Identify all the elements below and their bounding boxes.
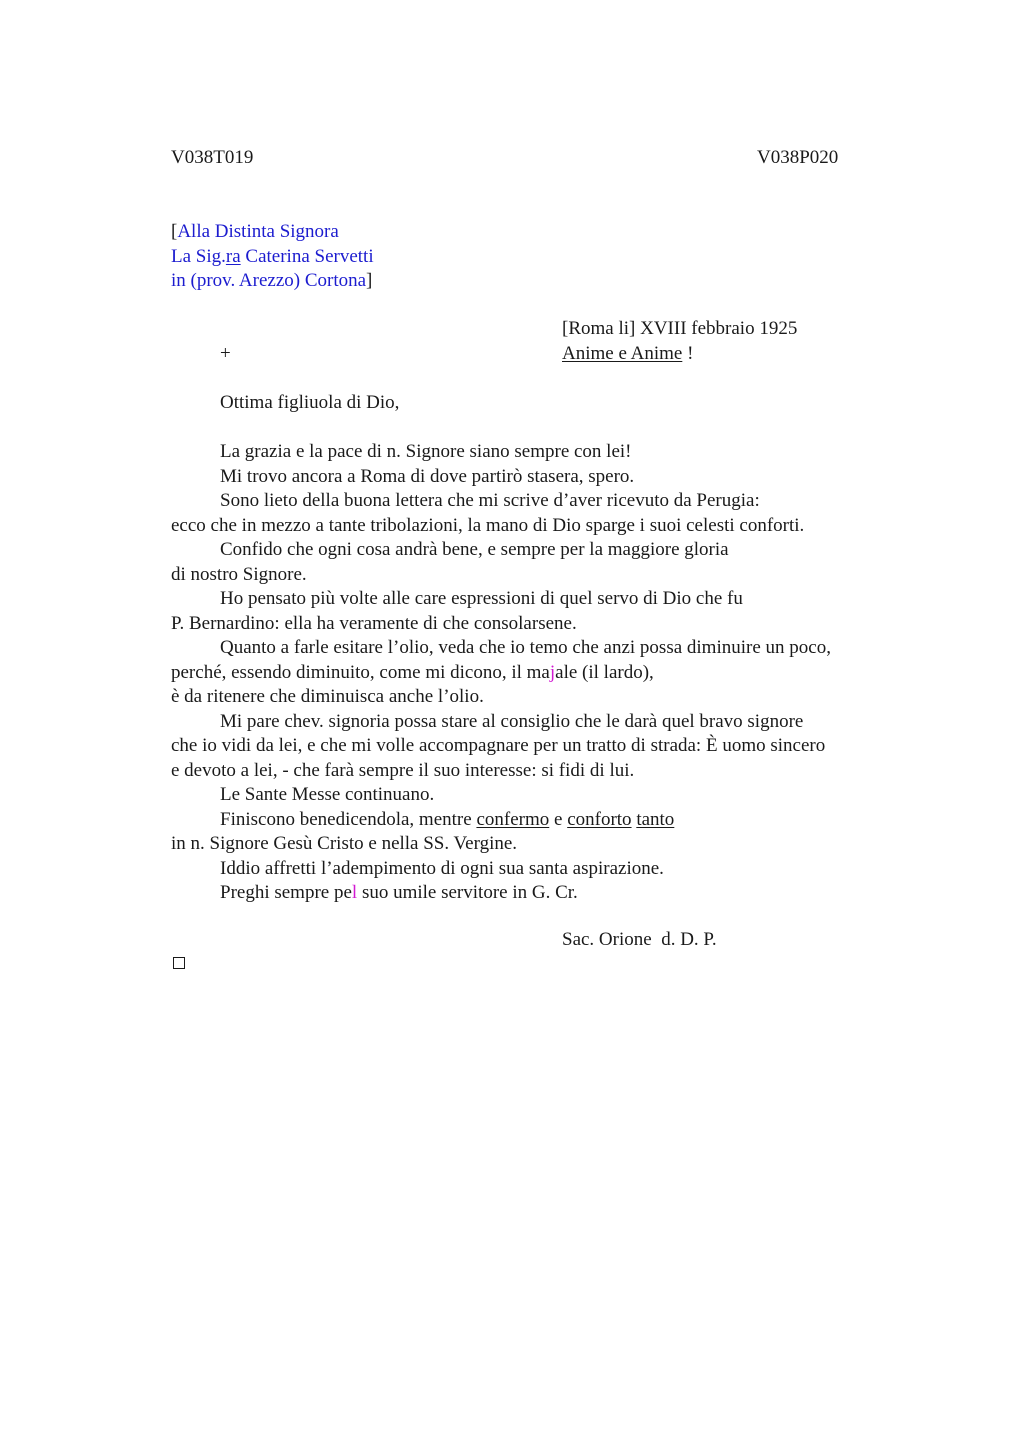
signature: Sac. Orione d. D. P. xyxy=(562,929,717,950)
address-block xyxy=(171,220,374,294)
body-line: Le Sante Messe continuano. xyxy=(220,784,435,805)
body-line: è da ritenere che diminuisca anche l’olio. xyxy=(171,686,484,707)
body-line: Sono lieto della buona lettera che mi scrive d’aver ricevuto da Perugia: xyxy=(220,490,760,511)
body-line: La grazia e la pace di n. Signore siano sempre con lei! xyxy=(220,441,632,462)
body-line: che io vidi da lei, e che mi volle accompagnare per un tratto di strada: È uomo sincero xyxy=(171,735,826,756)
body-line: Finiscono benedicendola, mentre confermo e conforto tanto xyxy=(220,808,675,830)
salutation: Ottima figliuola di Dio, xyxy=(220,392,400,413)
body-line: perché, essendo diminuito, come mi dicono, il majale (il lardo), xyxy=(171,661,654,683)
date-line: [Roma li] XVIII febbraio 1925 xyxy=(562,318,798,339)
document-code-left: V038T019 xyxy=(171,147,254,168)
cross-symbol: + xyxy=(220,343,231,364)
body-line: Quanto a farle esitare l’olio, veda che io temo che anzi possa diminuire un poco, xyxy=(220,637,831,658)
body-line: Iddio affretti l’adempimento di ogni sua santa aspirazione. xyxy=(220,857,664,879)
address-line-3: in (prov. Arezzo) Cortona] xyxy=(171,270,373,291)
body-line: Ho pensato più volte alle care espressioni di quel servo di Dio che fu xyxy=(220,588,743,609)
body-line: Mi trovo ancora a Roma di dove partirò stasera, spero. xyxy=(220,465,635,487)
address-line-1: [Alla Distinta Signora xyxy=(171,221,339,242)
body-line: di nostro Signore. xyxy=(171,563,307,585)
body-line: P. Bernardino: ella ha veramente di che consolarsene. xyxy=(171,612,577,634)
body-line: in n. Signore Gesù Cristo e nella SS. Vergine. xyxy=(171,833,518,854)
body-line: ecco che in mezzo a tante tribolazioni, la mano di Dio sparge i suoi celesti conforti. xyxy=(171,514,805,536)
document-code-right: V038P020 xyxy=(757,147,839,168)
letter-body xyxy=(171,440,831,906)
body-line: Preghi sempre pel suo umile servitore in G. Cr. xyxy=(220,882,578,903)
body-line: Mi pare chev. signoria possa stare al consiglio che le darà quel bravo signore xyxy=(220,710,804,732)
body-line: Confido che ogni cosa andrà bene, e sempre per la maggiore gloria xyxy=(220,539,729,560)
motto-line: Anime e Anime ! xyxy=(562,343,694,364)
address-line-2: La Sig.ra Caterina Servetti xyxy=(171,245,374,267)
body-line: e devoto a lei, - che farà sempre il suo interesse: si fidi di lui. xyxy=(171,759,635,781)
checkbox-square-icon xyxy=(173,957,185,969)
